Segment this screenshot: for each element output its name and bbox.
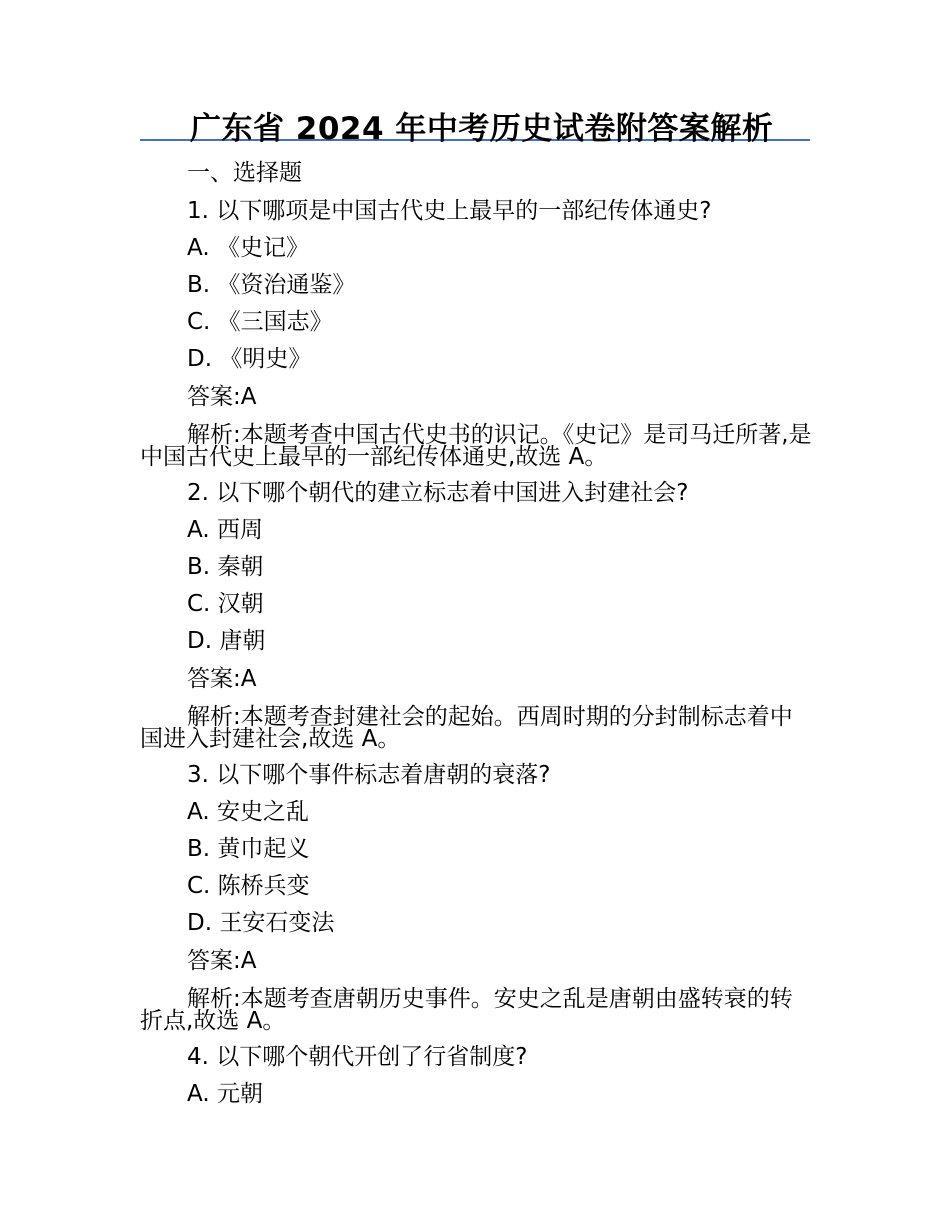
question-3-answer: 答案:A: [187, 948, 257, 974]
question-3-option-a: A. 安史之乱: [187, 799, 309, 825]
question-3-option-b: B. 黄巾起义: [187, 836, 310, 862]
document-title: 广东省 2024 年中考历史试卷附答案解析: [190, 111, 774, 147]
question-1-explanation: 解析:本题考查中国古代史书的识记。《史记》是司马迁所著,是中国古代史上最早的一部纪传体通史,故选 A。: [140, 422, 812, 470]
question-3-option-d: D. 王安石变法: [187, 910, 335, 936]
question-2-explanation: 解析:本题考查封建社会的起始。西周时期的分封制标志着中国进入封建社会,故选 A。: [140, 704, 793, 752]
question-2-option-c: C. 汉朝: [187, 591, 264, 617]
question-2-stem: 2. 以下哪个朝代的建立标志着中国进入封建社会?: [187, 480, 689, 506]
title-block: [140, 101, 810, 147]
question-2-option-a: A. 西周: [187, 517, 263, 543]
question-4-option-a: A. 元朝: [187, 1081, 263, 1107]
section-heading: 一、选择题: [187, 160, 302, 186]
question-1-option-b: B. 《资治通鉴》: [187, 272, 356, 298]
question-1-answer: 答案:A: [187, 384, 257, 410]
question-2-option-d: D. 唐朝: [187, 628, 266, 654]
question-2-answer: 答案:A: [187, 666, 257, 692]
question-3-explanation: 解析:本题考查唐朝历史事件。安史之乱是唐朝由盛转衰的转折点,故选 A。: [140, 986, 793, 1034]
question-3-option-c: C. 陈桥兵变: [187, 873, 310, 899]
question-4-stem: 4. 以下哪个朝代开创了行省制度?: [187, 1044, 528, 1070]
question-1-option-a: A. 《史记》: [187, 235, 309, 261]
question-1-option-d: D. 《明史》: [187, 346, 312, 372]
question-3-stem: 3. 以下哪个事件标志着唐朝的衰落?: [187, 762, 551, 788]
question-2-option-b: B. 秦朝: [187, 554, 264, 580]
question-1-option-c: C. 《三国志》: [187, 309, 333, 335]
question-1-stem: 1. 以下哪项是中国古代史上最早的一部纪传体通史?: [187, 198, 712, 224]
